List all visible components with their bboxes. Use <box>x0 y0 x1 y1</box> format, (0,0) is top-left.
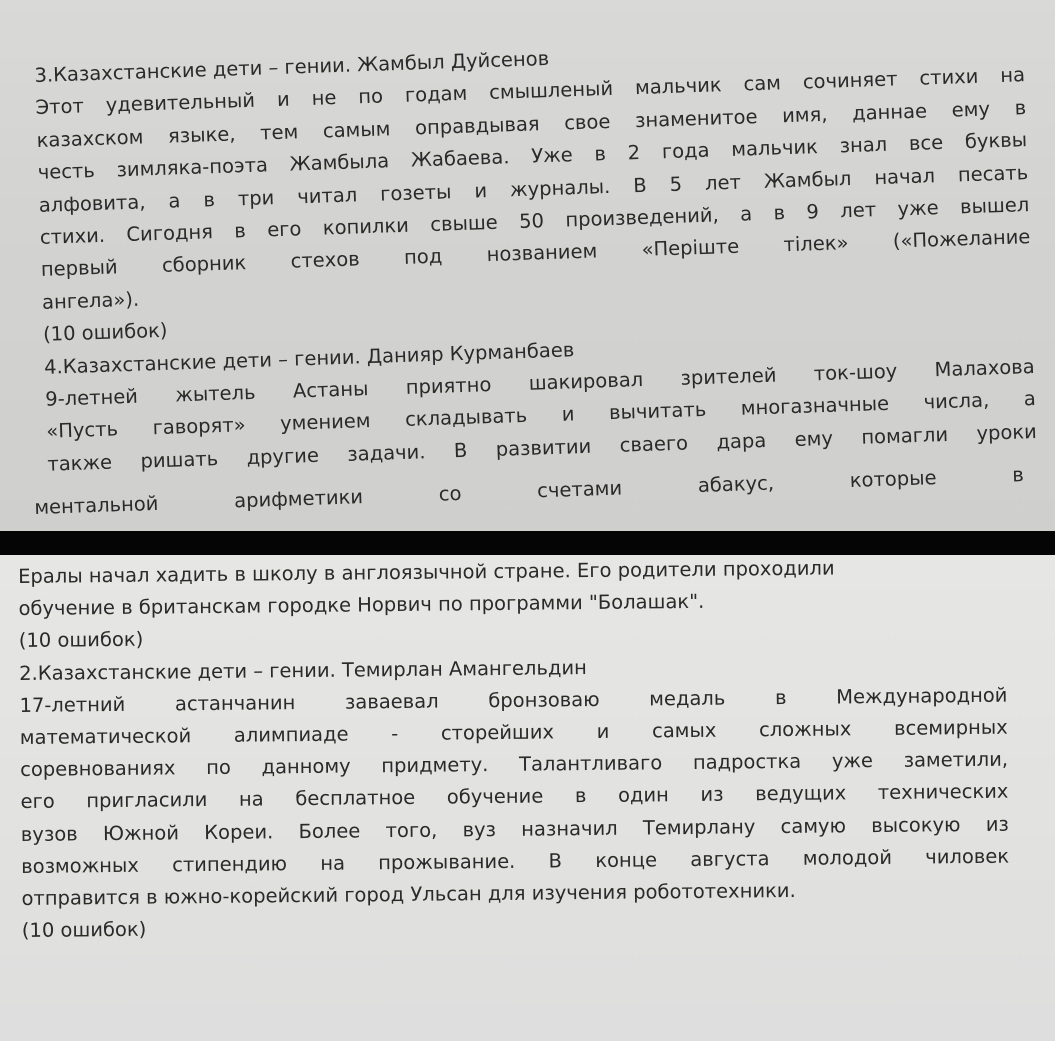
text-line: 3.Казахстанские дети – гении. Жамбыл Дуйсенов <box>34 46 550 87</box>
top-text-block <box>34 27 1037 481</box>
text-line: 17-летний астанчанин заваевал бронзоваю медаль в Международной <box>19 683 1008 717</box>
text-line: казахском языке, тем самым оправдывая свое знаменитое имя, даннае ему в <box>36 95 1027 152</box>
text-line: «Пусть гаворят» умением складывать и вычитать многазначные числа, а <box>45 387 1037 444</box>
text-line: честь зимляка-поэта Жамбыла Жабаева. Уже в 2 года мальчик знал все буквы <box>37 128 1028 185</box>
bottom-text-block <box>18 555 1010 947</box>
text-line: первый сборник стехов под нозванием «Перiште тiлек» («Пожелание <box>40 225 1031 282</box>
text-line: обучение в британскам городке Норвич по программи "Болашак". <box>18 590 705 621</box>
text-line: ангела»). <box>41 287 140 314</box>
text-line: также ришать другие задачи. В развитии сваего дара ему помагли уроки <box>47 419 1038 476</box>
text-line: (10 ошибок) <box>21 917 147 943</box>
text-line: Ералы начал хадить в школу в англоязычной стране. Его родители проходили <box>18 556 835 588</box>
text-line: (10 ошибок) <box>18 628 144 653</box>
text-line: алфовита, а в три читал гозеты и журналы. В 5 лет Жамбыл начал песать <box>38 160 1029 217</box>
photo-divider <box>0 531 1055 555</box>
text-line: (10 ошибок) <box>42 318 168 346</box>
text-line: Этот удевительный и не по годам смышленый мальчик сам сочиняет стихи на <box>35 63 1026 120</box>
bottom-document-photo <box>0 555 1055 1041</box>
cut-off-text-line: ментальной арифметики со счетами абакус, которые в <box>34 463 1025 519</box>
text-line: 9-летней жытель Астаны приятно шакировал зрителей ток-шоу Малахова <box>44 354 1036 411</box>
text-line: соревнованиях по данному придмету. Талантливаго падростка уже заметили, <box>20 747 1009 782</box>
text-line: возможных стипендию на прожывание. В конце августа молодой чиловек <box>21 844 1010 878</box>
text-line: отправится в южно-корейский город Ульсан для изучения робототехники. <box>21 878 796 910</box>
text-line: вузов Южной Кореи. Более того, вуз назначил Темирлану самую высокую из <box>20 812 1009 846</box>
text-line: математической алимпиаде - сторейших и самых сложных всемирных <box>19 715 1008 749</box>
text-line: его пригласили на бесплатное обучение в один из ведущих технических <box>20 779 1009 814</box>
text-line: 2.Казахстанские дети – гении. Темирлан Амангельдин <box>19 655 587 685</box>
text-line: стихи. Сигодня в его копилки свыше 50 произведений, а в 9 лет уже вышел <box>39 193 1030 249</box>
text-line: 4.Казахстанские дети – гении. Данияр Курманбаев <box>43 337 575 379</box>
